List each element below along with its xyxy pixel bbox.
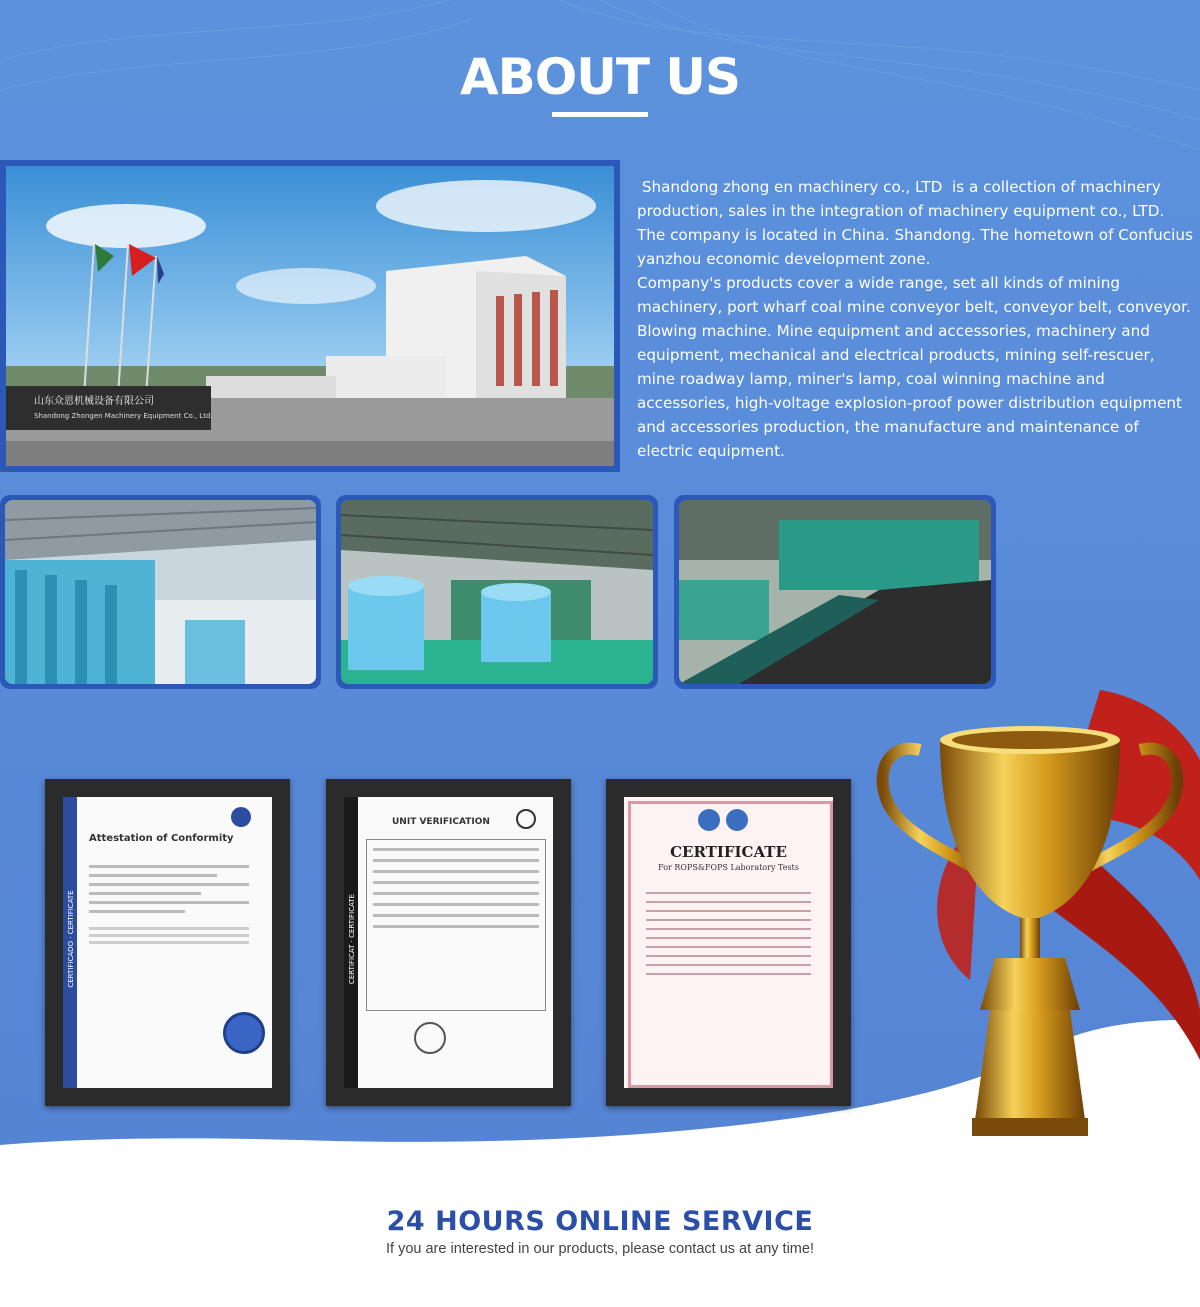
company-building-photo [0, 160, 620, 472]
trophy-icon [860, 680, 1200, 1140]
intro-paragraph-2: Company's products cover a wide range, set all kinds of mining machinery, port wharf coal mine conveyor belt, conveyor belt, conveyor. Blowing machine. Mine equipment and accessories, machinery and equipment, mechanical and electrical products, mining self-rescuer, mine roadway lamp, miner's lamp, coal winning machine and accessories, high-voltage explosion-proof power distribution equipment and accessories production, the manufacture and maintenance of electric equipment. [637, 274, 1196, 460]
about-us-title: ABOUT US [459, 48, 741, 106]
sign-english-text: Shandong Zhongen Machinery Equipment Co., Ltd. [34, 412, 213, 420]
tuv-logo-icon [516, 809, 536, 829]
ilac-logo-icon [726, 809, 748, 831]
certificate-title: UNIT VERIFICATION [392, 817, 490, 827]
intro-paragraph-1: Shandong zhong en machinery co., LTD is a collection of machinery production, sales in the integration of machinery equipment co., LTD. The company is located in China. Shandong. The hometown of Confucius yanzhou economic development zone. [637, 178, 1198, 268]
service-subtitle: If you are interested in our products, please contact us at any time! [386, 1241, 814, 1257]
certificate-rops-fops [606, 779, 851, 1106]
certificate-seal-icon [223, 1012, 265, 1054]
certificate-side-text: CERTIFICAT · CERTIFICATE [348, 893, 356, 985]
certificate-title: CERTIFICATE [670, 843, 787, 861]
factory-photo-1 [0, 495, 321, 689]
sign-chinese-text: 山东众恩机械设备有限公司 [34, 396, 154, 407]
certificate-stamp-icon [414, 1022, 446, 1054]
certificate-subtitle: For ROPS&FOPS Laboratory Tests [658, 863, 799, 872]
certificate-unit-verification [326, 779, 571, 1106]
about-intro [637, 175, 1197, 463]
tuv-logo-icon [231, 807, 251, 827]
title-underline [552, 112, 648, 117]
factory-photo-2 [336, 495, 658, 689]
service-title: 24 HOURS ONLINE SERVICE [386, 1206, 814, 1237]
certificate-side-text: CERTIFICADO · CERTIFICATE [67, 890, 75, 988]
certificate-title: Attestation of Conformity [89, 833, 234, 844]
factory-photo-3 [674, 495, 996, 689]
certificate-conformity [45, 779, 290, 1106]
cnas-logo-icon [698, 809, 720, 831]
